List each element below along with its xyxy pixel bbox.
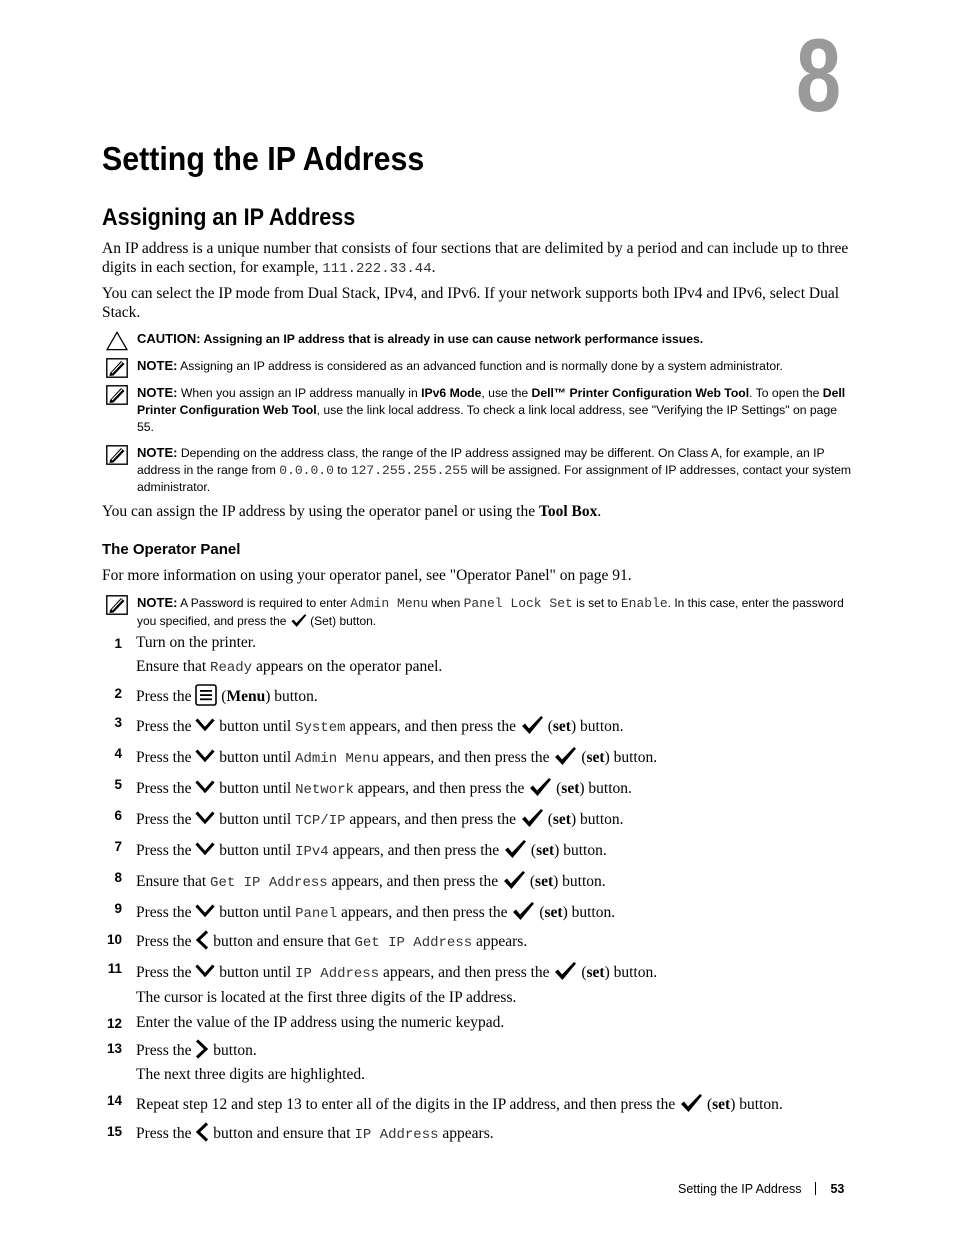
step-text: appears, and then press the <box>345 718 520 735</box>
admin-menu-code: Admin Menu <box>350 596 429 611</box>
step-text: ) button. <box>265 688 318 705</box>
note-text: . In this case, enter the password you specified, and press the <box>137 596 844 628</box>
step-12 <box>102 1014 862 1032</box>
step-text: button. <box>558 873 606 890</box>
note-label: NOTE: <box>137 595 178 610</box>
checkmark-icon <box>553 744 577 768</box>
checkmark-icon <box>520 806 544 830</box>
chevron-down-icon <box>195 963 215 979</box>
menu-code: Admin Menu <box>295 751 380 767</box>
step-text: Press the <box>136 904 196 921</box>
step-text: button and ensure that <box>209 1125 355 1142</box>
page-footer <box>678 1180 844 1198</box>
chevron-down-icon <box>195 779 215 795</box>
step-text: button. <box>559 842 607 859</box>
step-text: button. <box>609 964 658 981</box>
checkmark-icon <box>290 612 307 629</box>
chapter-title: Setting the IP Address <box>102 140 425 177</box>
step-13 <box>102 1039 862 1084</box>
note-pencil-icon <box>106 595 128 615</box>
step-text: Enter the value of the IP address using the numeric keypad. <box>136 1014 505 1031</box>
step-number: 9 <box>114 901 122 916</box>
step-text: Press the <box>136 780 196 797</box>
step-text: Repeat step 12 and step 13 to enter all of the digits in the IP address, and then press the <box>136 1096 680 1113</box>
step-number: 1 <box>114 636 122 651</box>
step-text: Press the <box>136 811 196 828</box>
menu-code: Get IP Address <box>354 935 473 951</box>
step-1 <box>102 634 862 677</box>
step-text: appears, and then press the <box>337 904 512 921</box>
note-text: (Set) button. <box>306 614 377 628</box>
step-14: 14 Repeat step 12 and step 13 to enter all of the digits in the IP address, and then press the (set) button. <box>102 1091 862 1115</box>
note-label: NOTE: <box>137 358 178 373</box>
chevron-left-icon <box>195 1122 209 1142</box>
step-text: appears, and then press the <box>379 749 554 766</box>
chevron-right-icon <box>195 1039 209 1059</box>
panel-paragraph: For more information on using your operator panel, see "Operator Panel" on page 91. <box>102 567 632 584</box>
chevron-down-icon <box>195 810 215 826</box>
step-number: 15 <box>106 1124 122 1139</box>
note-pencil-icon <box>106 358 128 378</box>
step-text: Press the <box>136 718 196 735</box>
step-text: Press the <box>136 964 196 981</box>
step-number: 13 <box>106 1041 122 1056</box>
step-text: button until <box>215 718 296 735</box>
note-box-2 <box>102 384 852 436</box>
set-term: set <box>586 749 605 766</box>
ipv6-mode-term: IPv6 Mode <box>421 386 482 400</box>
step-6: 6 Press the button until TCP/IP appears, and then press the (set) button. <box>102 806 862 830</box>
step-text: button until <box>215 964 296 981</box>
menu-code: IP Address <box>354 1127 439 1143</box>
menu-code: IPv4 <box>295 844 329 860</box>
checkmark-icon <box>503 837 527 861</box>
note-box-3 <box>102 444 852 496</box>
note-text: when <box>428 596 464 610</box>
menu-code: System <box>295 720 346 736</box>
menu-term: Menu <box>226 688 266 705</box>
menu-code: Network <box>295 782 354 798</box>
intro-paragraph-1 <box>102 240 852 278</box>
note-text: . To open the <box>749 386 823 400</box>
step-text: button until <box>215 811 296 828</box>
chevron-down-icon <box>195 748 215 764</box>
note-label: NOTE: <box>137 385 178 400</box>
web-tool-term: Dell Printer Configuration Web Tool <box>137 386 846 417</box>
step-text: Press the <box>136 933 196 950</box>
step-number: 14 <box>106 1093 122 1108</box>
step-text: button until <box>215 749 296 766</box>
intro-text: An IP address is a unique number that consists of four sections that are delimited by a period and can include up to three digits in each section, for example, <box>102 240 849 276</box>
intro-end: . <box>431 258 436 276</box>
step-text: appears, and then press the <box>353 780 529 797</box>
step-text: appears, and then press the <box>328 842 504 859</box>
step-text: appears, and then press the <box>345 811 520 828</box>
menu-code: IP Address <box>295 966 380 982</box>
checkmark-icon <box>511 899 535 923</box>
note-text: is set to <box>572 596 621 610</box>
set-term: set <box>561 780 580 797</box>
set-term: set <box>552 718 571 735</box>
step-text: button until <box>215 904 296 921</box>
step-subtext <box>136 658 862 677</box>
step-text: button. <box>584 780 632 797</box>
caution-triangle-icon <box>106 331 128 351</box>
page-number: 53 <box>830 1182 845 1196</box>
checkmark-icon <box>520 713 544 737</box>
note-text: A Password is required to enter <box>177 596 351 610</box>
set-term: set <box>535 873 554 890</box>
step-subtext: The next three digits are highlighted. <box>136 1066 365 1083</box>
footer-divider <box>815 1182 816 1195</box>
ready-code: Ready <box>210 660 253 676</box>
step-text: appears. <box>438 1125 494 1142</box>
subsection-title: The Operator Panel <box>102 541 241 558</box>
step-text: Press the <box>136 688 196 705</box>
note-text: When you assign an IP address manually in <box>177 386 422 400</box>
step-text: Ensure that <box>136 658 211 675</box>
caution-text: Assigning an IP address that is already in use can cause network performance issues. <box>200 332 704 346</box>
step-number: 10 <box>106 932 122 947</box>
note-box-4 <box>102 594 852 630</box>
checkmark-icon <box>553 959 577 983</box>
note-box-1 <box>102 357 852 375</box>
step-text: appears, and then press the <box>327 873 502 890</box>
step-number: 2 <box>114 686 122 701</box>
chevron-down-icon <box>195 717 215 733</box>
step-number: 7 <box>114 839 122 854</box>
caution-label: CAUTION: <box>137 331 201 346</box>
assign-end: . <box>597 503 602 520</box>
step-15 <box>102 1122 862 1144</box>
section-title: Assigning an IP Address <box>102 204 356 231</box>
footer-title: Setting the IP Address <box>678 1182 802 1196</box>
step-3: 3 Press the button until System appears, and then press the (set) button. <box>102 713 862 737</box>
step-number: 8 <box>114 870 122 885</box>
note-text: to <box>333 463 351 477</box>
step-text: button. <box>567 904 616 921</box>
step-5: 5 Press the button until Network appears, and then press the (set) button. <box>102 775 862 799</box>
step-4: 4 Press the button until Admin Menu appears, and then press the (set) button. <box>102 744 862 768</box>
menu-code: TCP/IP <box>295 813 346 829</box>
step-2: 2 Press the (Menu) button. <box>102 684 862 706</box>
note-pencil-icon <box>106 385 128 405</box>
step-number: 4 <box>114 746 122 761</box>
step-number: 5 <box>114 777 122 792</box>
ip-example: 111.222.33.44 <box>322 260 432 277</box>
menu-code: Get IP Address <box>210 875 328 891</box>
set-term: set <box>544 904 563 921</box>
step-number: 11 <box>107 961 122 976</box>
note-text: will be assigned. For assignment of IP addresses, contact your system administrator. <box>137 463 852 494</box>
step-text: button. <box>609 749 658 766</box>
step-text: Press the <box>136 842 196 859</box>
set-term: set <box>536 842 555 859</box>
step-text: Press the <box>136 749 196 766</box>
panel-lock-code: Panel Lock Set <box>463 596 573 611</box>
step-text: button. <box>576 718 624 735</box>
step-text: button. <box>576 811 624 828</box>
set-term: set <box>586 964 605 981</box>
step-10 <box>102 930 862 952</box>
intro-paragraph-2: You can select the IP mode from Dual Stack, IPv4, and IPv6. If your network supports both IPv4 and IPv6, select Dual Stack. <box>102 285 839 321</box>
step-text: button. <box>735 1096 783 1113</box>
step-subtext: The cursor is located at the first three digits of the IP address. <box>136 989 517 1006</box>
assign-paragraph <box>102 503 852 522</box>
tool-box-term: Tool Box <box>538 503 598 520</box>
step-text: appears, and then press the <box>379 964 554 981</box>
note-text: , use the <box>481 386 532 400</box>
note-label: NOTE: <box>137 445 178 460</box>
step-number: 12 <box>106 1016 122 1031</box>
chevron-left-icon <box>195 930 209 950</box>
assign-text: You can assign the IP address by using the operator panel or using the <box>102 503 539 520</box>
chevron-down-icon <box>195 841 215 857</box>
step-text: appears on the operator panel. <box>252 658 443 675</box>
note-text: Depending on the address class, the range of the IP address assigned may be different. On Class A, for example, an IP address in the range from <box>137 446 825 477</box>
step-text: appears. <box>472 933 528 950</box>
step-7: 7 Press the button until IPv4 appears, and then press the (set) button. <box>102 837 862 861</box>
step-text: button until <box>215 842 296 859</box>
step-text: Turn on the printer. <box>136 634 256 651</box>
steps-list <box>102 634 862 1151</box>
step-text: Ensure that <box>136 873 211 890</box>
caution-box <box>102 330 852 348</box>
note-pencil-icon <box>106 445 128 465</box>
menu-icon <box>195 684 217 706</box>
step-text: button until <box>215 780 296 797</box>
note-text: , use the link local address. To check a link local address, see "Verifying the IP Settings" on page 55. <box>137 403 838 434</box>
step-11: 11 Press the button until IP Address appears, and then press the (set) button. The cursor is located at the first three digits of the IP address. <box>102 959 862 1007</box>
step-text: button. <box>209 1042 257 1059</box>
step-text: Press the <box>136 1125 196 1142</box>
step-number: 3 <box>114 715 122 730</box>
step-9: 9 Press the button until Panel appears, and then press the (set) button. <box>102 899 862 923</box>
step-8: 8 Ensure that Get IP Address appears, and then press the (set) button. <box>102 868 862 892</box>
step-number: 6 <box>114 808 122 823</box>
ip-range-end: 127.255.255.255 <box>350 463 468 478</box>
step-text: Press the <box>136 1042 196 1059</box>
chevron-down-icon <box>195 903 215 919</box>
set-term: set <box>552 811 571 828</box>
checkmark-icon <box>679 1091 703 1115</box>
note-text: Assigning an IP address is considered as an advanced function and is normally done by a system administrator. <box>177 359 783 373</box>
checkmark-icon <box>528 775 552 799</box>
chapter-number: 8 <box>796 18 842 134</box>
set-term: set <box>712 1096 731 1113</box>
checkmark-icon <box>502 868 526 892</box>
menu-code: Panel <box>295 906 338 922</box>
web-tool-term: Dell™ Printer Configuration Web Tool <box>531 386 750 400</box>
ip-range-start: 0.0.0.0 <box>279 463 334 478</box>
enable-code: Enable <box>620 596 668 611</box>
step-text: button and ensure that <box>209 933 355 950</box>
